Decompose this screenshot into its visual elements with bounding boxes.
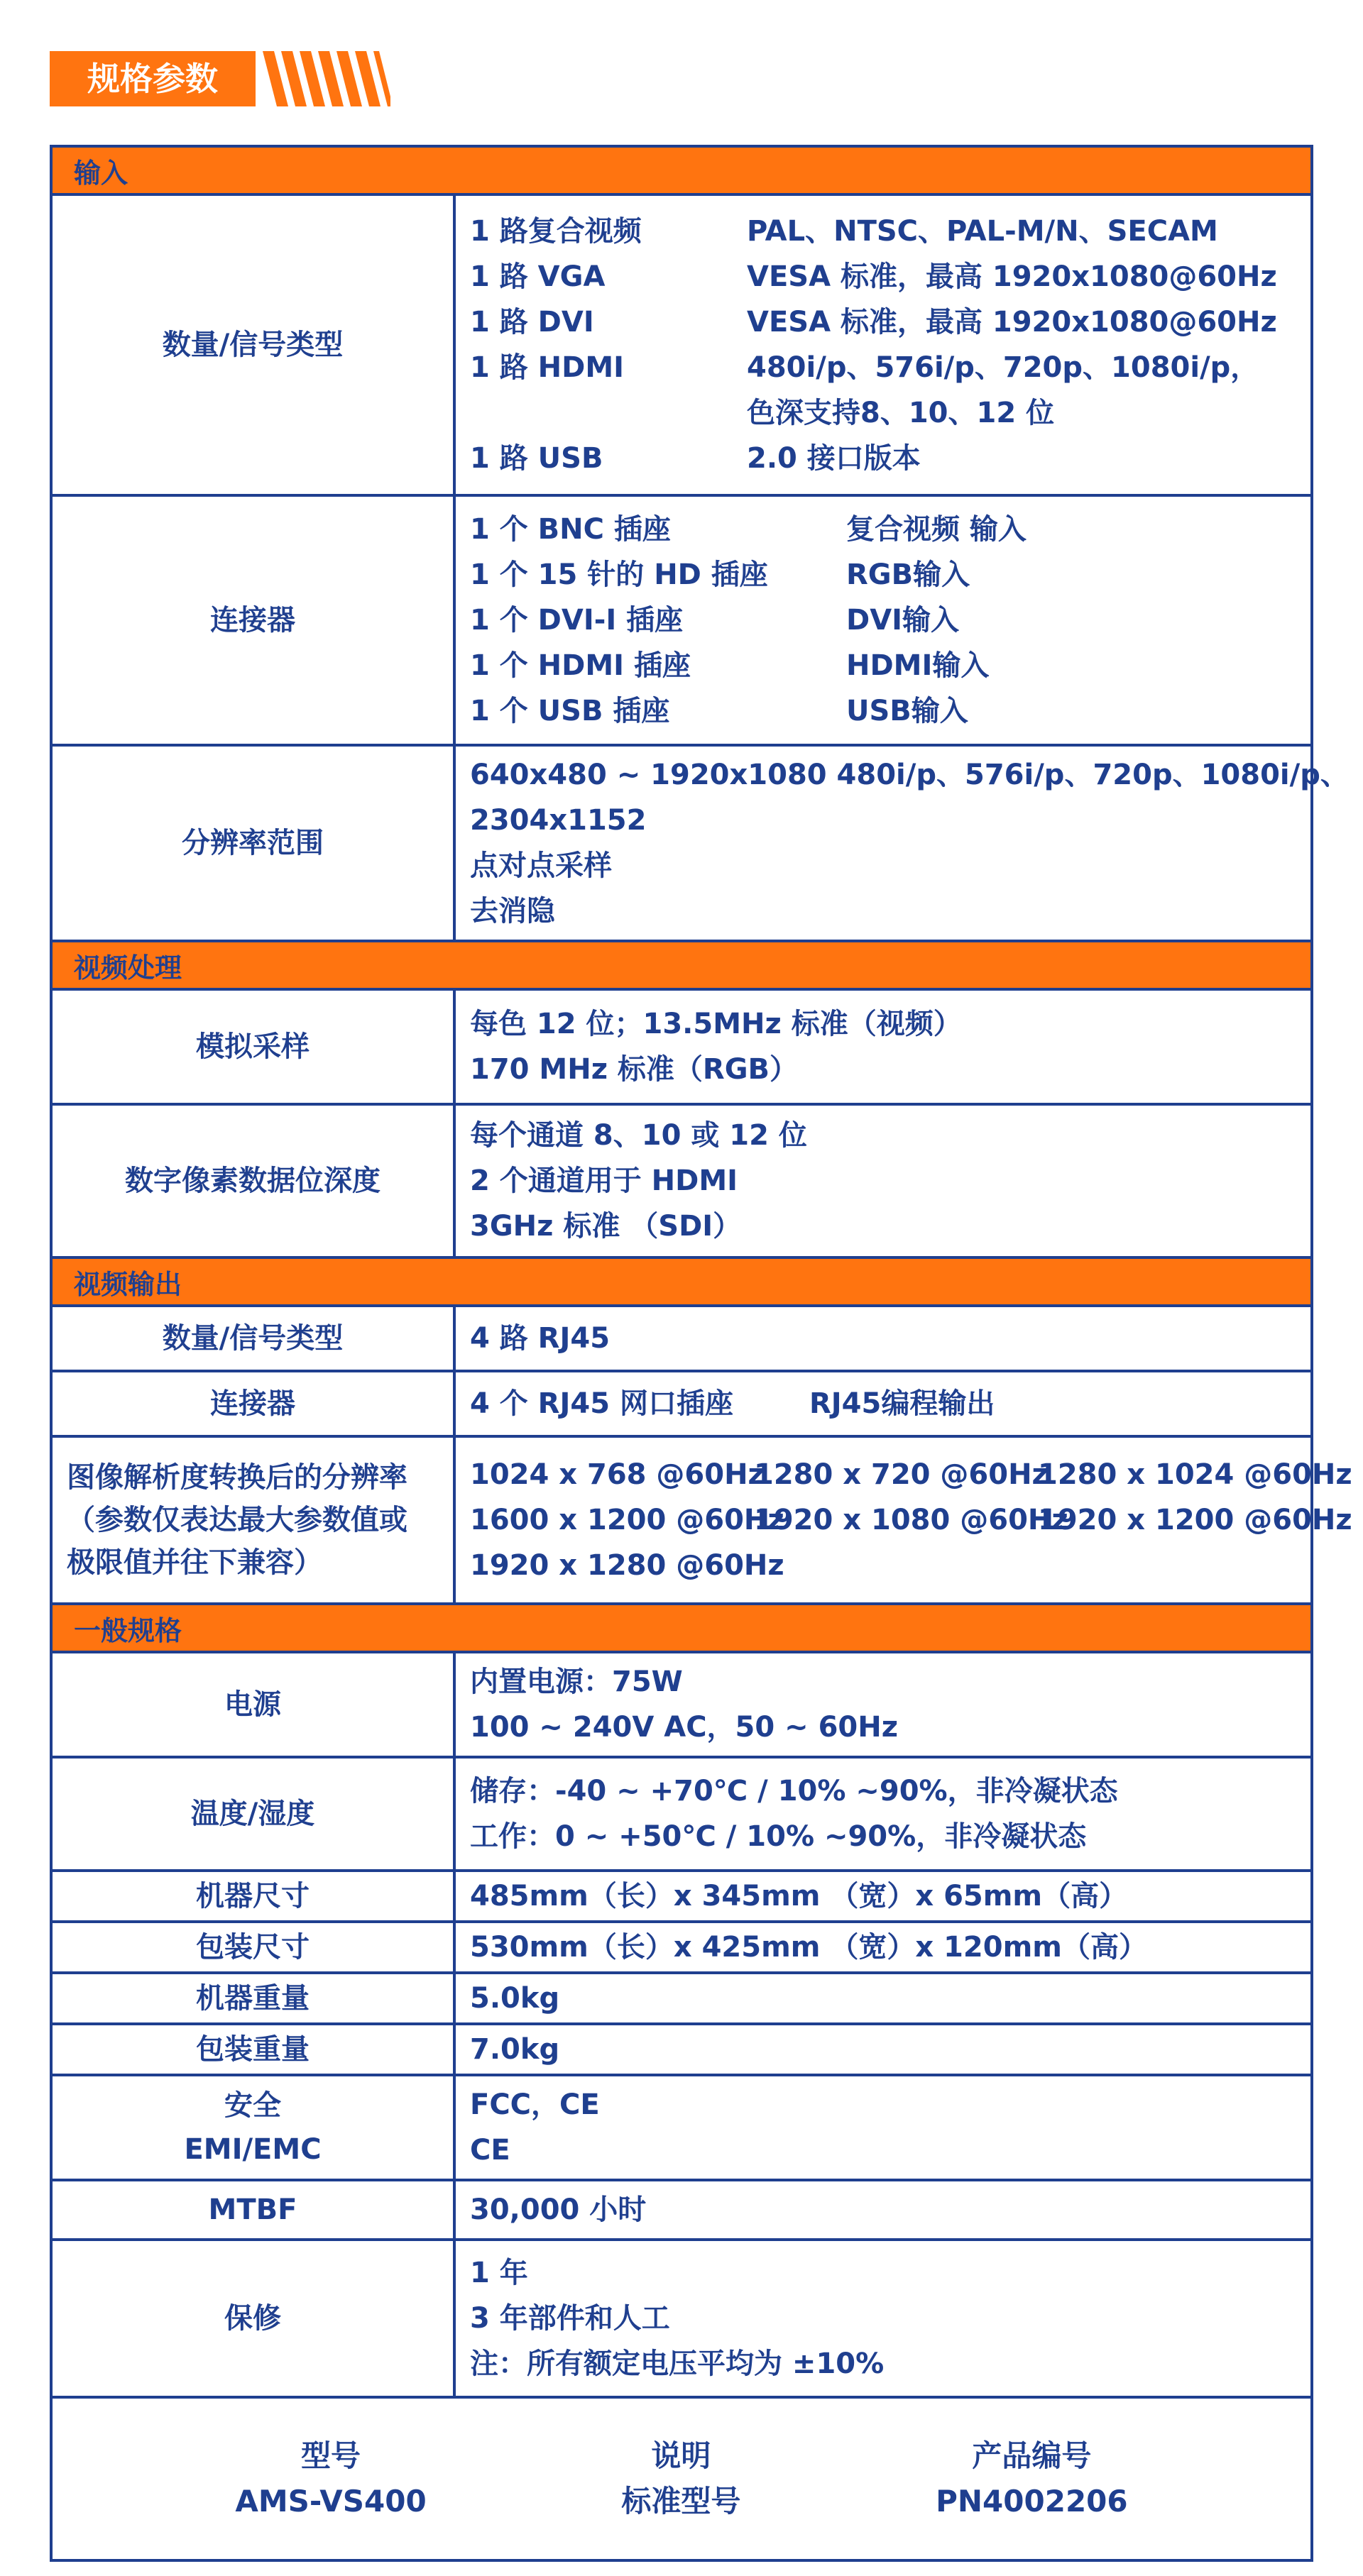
list-item: 去消隐 (470, 895, 555, 928)
output-connector-label: 连接器 (51, 1371, 454, 1436)
list-item: 1 路 DVI VESA 标准，最高 1920x1080@60Hz (470, 306, 1277, 338)
output-signal-value: 4 路 RJ45 (454, 1306, 1312, 1371)
weight-value: 5.0kg (454, 1973, 1312, 2024)
list-item: 3GHz 标准 （SDI） (470, 1210, 742, 1243)
output-resolution-list (454, 1436, 1352, 1604)
list-item: 储存：-40 ~ +70℃ / 10% ~90%，非冷凝状态 (470, 1775, 1118, 1807)
size-value: 485mm（长）x 345mm （宽）x 65mm（高） (454, 1871, 1312, 1922)
description-header: 说明 (651, 2438, 711, 2473)
list-item: 1 个 USB 插座 USB输入 (470, 695, 968, 727)
input-resolution-list (454, 745, 1349, 941)
section-general-title: 一般规格 (51, 1604, 1312, 1652)
input-connector-label: 连接器 (51, 495, 454, 745)
power-label: 电源 (51, 1652, 454, 1757)
list-item: 1 个 BNC 插座 复合视频 输入 (470, 513, 1027, 546)
list-item: 1 个 15 针的 HD 插座 RGB输入 (470, 558, 970, 591)
list-item: 1600 x 1200 @60Hz 1920 x 1080 @60Hz 1920 x 1200 @60Hz (470, 1504, 1352, 1536)
model-table (51, 2397, 1312, 2560)
list-item: 1920 x 1280 @60Hz (470, 1549, 784, 1582)
description-value: 标准型号 (621, 2484, 741, 2519)
safety-list (454, 2075, 1312, 2180)
input-signal-list (454, 194, 1312, 495)
model-header: 型号 (301, 2438, 361, 2473)
list-item: 1 路 USB 2.0 接口版本 (470, 442, 921, 475)
list-item: 1 路复合视频 PAL、NTSC、PAL-M/N、SECAM (470, 215, 1218, 248)
list-item: 每个通道 8、10 或 12 位 (470, 1119, 807, 1152)
input-connector-list (454, 495, 1312, 745)
warranty-list (454, 2240, 1312, 2397)
model-column (235, 2433, 426, 2524)
power-list (454, 1652, 1312, 1757)
temp-list (454, 1757, 1312, 1871)
list-item: 2304x1152 (470, 804, 647, 837)
output-signal-label: 数量/信号类型 (51, 1306, 454, 1371)
list-item: 点对点采样 (470, 849, 612, 882)
list-item: 注：所有额定电压平均为 ±10% (470, 2347, 885, 2380)
section-video-processing-title: 视频处理 (51, 941, 1312, 989)
depth-list (454, 1104, 1312, 1257)
input-signal-label: 数量/信号类型 (51, 194, 454, 495)
pack-size-value: 530mm（长）x 425mm （宽）x 120mm（高） (454, 1922, 1312, 1973)
list-item: 1024 x 768 @60Hz 1280 x 720 @60Hz 1280 x 1024 @60Hz (470, 1458, 1352, 1491)
list-item: 1 年 (470, 2257, 528, 2289)
list-item: 1 路 VGA VESA 标准，最高 1920x1080@60Hz (470, 260, 1277, 293)
pack-size-label: 包装尺寸 (51, 1922, 454, 1973)
list-item: 3 年部件和人工 (470, 2302, 670, 2335)
safety-label: 安全 EMI/EMC (51, 2075, 454, 2180)
list-item: CE (470, 2134, 510, 2167)
list-item: 1 路 HDMI 480i/p、576i/p、720p、1080i/p， (470, 351, 1259, 384)
part-number-header: 产品编号 (972, 2438, 1092, 2473)
mtbf-value: 30,000 小时 (454, 2180, 1312, 2240)
temp-label: 温度/湿度 (51, 1757, 454, 1871)
sampling-label: 模拟采样 (51, 989, 454, 1104)
pack-weight-value: 7.0kg (454, 2024, 1312, 2075)
list-item: 每色 12 位；13.5MHz 标准（视频） (470, 1008, 962, 1040)
list-item: 色深支持8、10、12 位 (747, 397, 1055, 429)
spec-table (50, 145, 1352, 2562)
output-resolution-label: 图像解析度转换后的分辨率 （参数仅表达最大参数值或 极限值并往下兼容） (51, 1436, 454, 1604)
list-item: 2 个通道用于 HDMI (470, 1165, 738, 1197)
pack-weight-label: 包装重量 (51, 2024, 454, 2075)
description-column (621, 2433, 740, 2524)
section-video-output-title: 视频输出 (51, 1257, 1312, 1306)
mtbf-label: MTBF (51, 2180, 454, 2240)
list-item: 100 ~ 240V AC，50 ~ 60Hz (470, 1711, 899, 1744)
sampling-list (454, 989, 1312, 1104)
list-item: 工作：0 ~ +50℃ / 10% ~90%，非冷凝状态 (470, 1820, 1087, 1853)
list-item: 内置电源：75W (470, 1666, 683, 1698)
size-label: 机器尺寸 (51, 1871, 454, 1922)
output-connector-value: 4 个 RJ45 网口插座 RJ45编程输出 (454, 1371, 1312, 1436)
list-item: 1 个 DVI-I 插座 DVI输入 (470, 604, 960, 637)
input-resolution-label: 分辨率范围 (51, 745, 454, 941)
weight-label: 机器重量 (51, 1973, 454, 2024)
part-number-value: PN4002206 (936, 2484, 1128, 2519)
section-input-title: 输入 (51, 146, 1312, 194)
warranty-label: 保修 (51, 2240, 454, 2397)
page-title: 规格参数 (87, 60, 218, 98)
list-item: 640x480 ~ 1920x1080 480i/p、576i/p、720p、1080i/p、 (470, 759, 1349, 791)
model-value: AMS-VS400 (235, 2484, 427, 2519)
part-number-column (936, 2433, 1128, 2524)
list-item: FCC，CE (470, 2088, 600, 2121)
depth-label: 数字像素数据位深度 (51, 1104, 454, 1257)
list-item: 1 个 HDMI 插座 HDMI输入 (470, 649, 990, 682)
list-item: 170 MHz 标准（RGB） (470, 1053, 799, 1086)
